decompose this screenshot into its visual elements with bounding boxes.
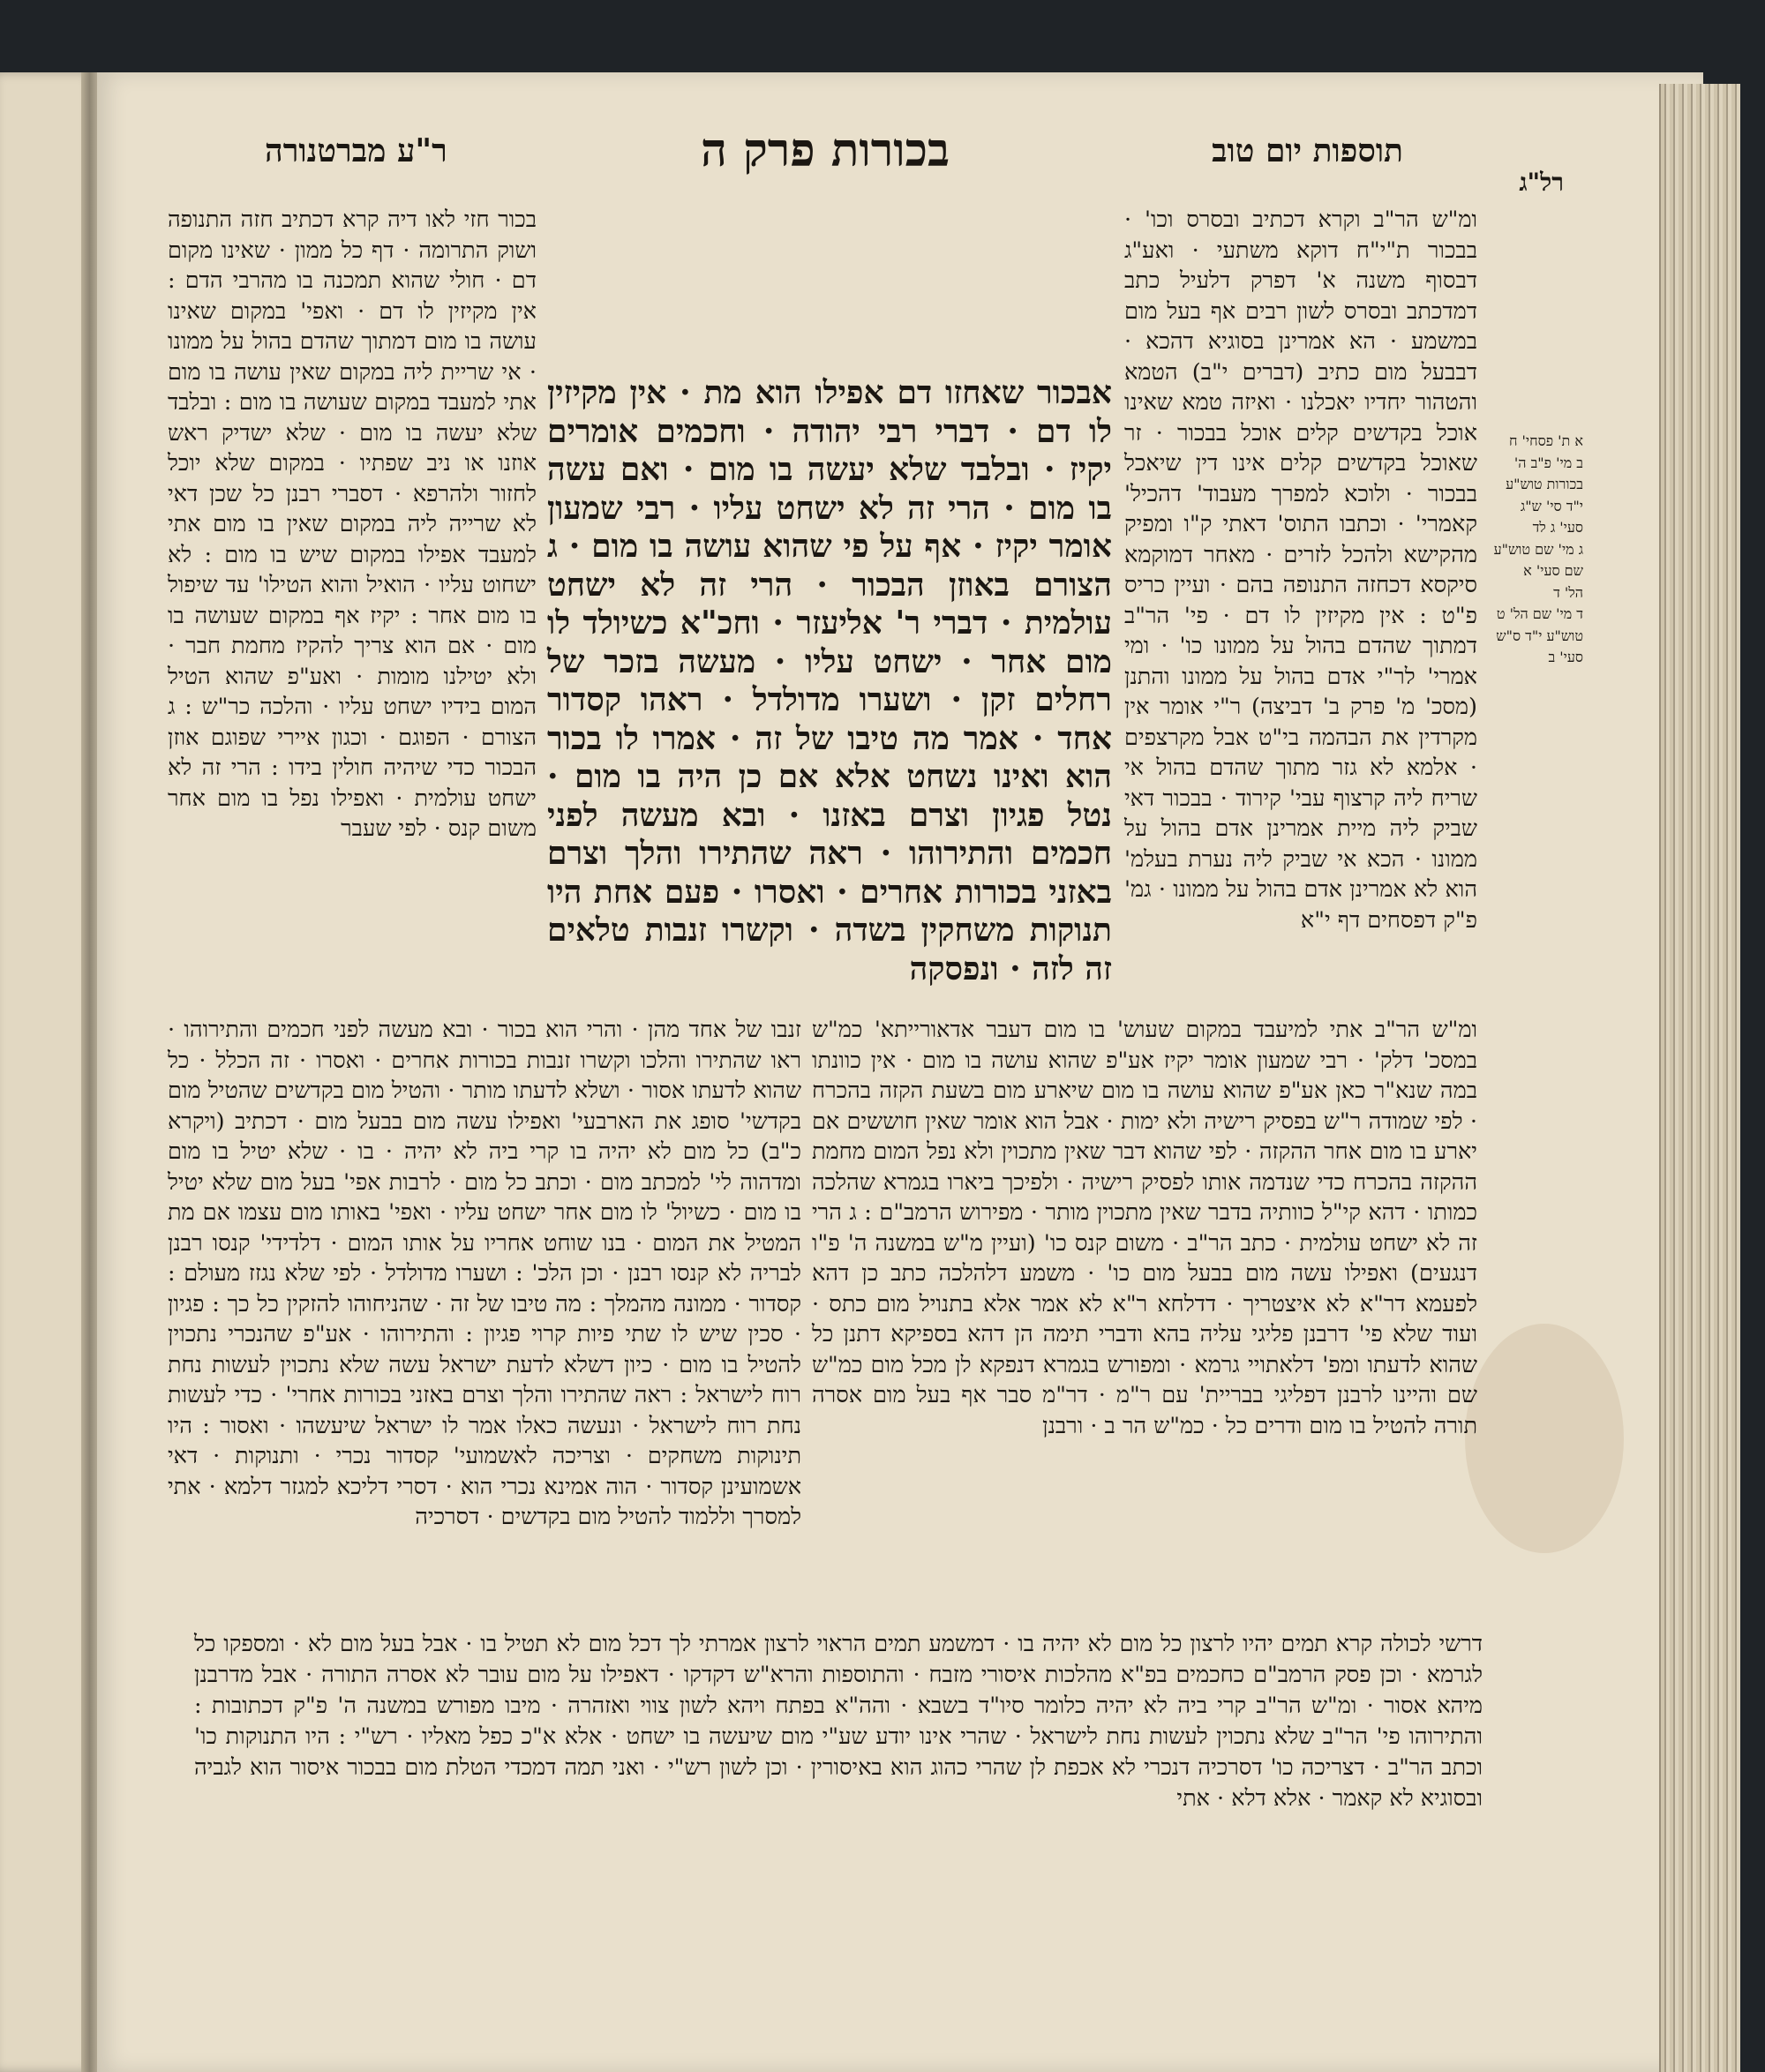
commentary-right-middle bbox=[812, 1015, 1477, 1441]
page-edges bbox=[1659, 84, 1740, 2072]
commentary-bottom-text: דרשי לכולה קרא תמים יהיו לרצון כל מום לא יהיה בו · דמשמע תמים הראוי לרצון אמרתי לך דכל מום לא תטיל בו · אבל בעל מום לא · ומספקו כל לגרמא · וכן פסק הרמב"ם כחכמים בפ"א מהלכות איסורי מזבח · והתוספות והרא"ש דקדקו · דאפילו על מום עובר לא אסרה התורה · אבל מדרבנן מיהא אסור · ומ"ש הר"ב קרי ביה לא יהיה כלומר סיו"ד בשבא · והה"א בפתח ויהא לשון צווי ואזהרה · מיבו מפורש במשנה ה' פ"ק דכתובות : והתירוהו פי' הר"ב שלא נתכוין לעשות נחת לישראל · שהרי אינו יודע שע"י מום שיעשה בו ישחט · אלא א"כ כפל מאליו · רש"י : היו התנוקות כו' וכתב הר"ב · דצריכה כו' דסרכיה דנכרי לא אכפת לן שהרי כהוג הוא באיסורין · וכן לשון רש"י · ואני תמה דמכדי הטלת מום בבכור איסור הוא לגביה ובסוגיא לא קאמר · אלא דלא · אתי bbox=[194, 1631, 1483, 1812]
commentary-right-top bbox=[1124, 205, 1477, 935]
side-note: י"ד סי' ש"ג bbox=[1520, 497, 1583, 514]
side-note: בכורות טוש"ע bbox=[1506, 476, 1583, 492]
side-note: ד מי' שם הל' ט bbox=[1496, 605, 1583, 622]
commentary-left-top-text: בכור חזי לאו דיה קרא דכתיב חזה התנופה ושוק התרומה · דף כל ממון · שאינו מקום דם · חולי שהוא תמכנה בו מהרבי הדם : אין מקיזין לו דם · ואפי' במקום שאינו עושה בו מום דמתוך שהדם בהול על ממונו · אי שריית ליה במקום שאין עושה בו מום אתי למעבד במקום שעושה בו מום : ובלבד שלא יעשה בו מום · שלא ישדיק ראש אוזנו או ניב שפתיו · במקום שלא יוכל לחזור ולהרפא · דסברי רבנן כל שכן דאי לא שרייה ליה במקום שאין בו מום אתי למעבד אפילו במקום שיש בו מום : לא ישחוט עליו · הואיל והוא הטילו' עד שיפול בו מום אחר : יקיז אף במקום שעושה בו מום · אם הוא צריך להקיז מחמת חבר · ולא יטילנו מומות · ואע"פ שהוא הטיל המום בידיו ישחט עליו · והלכה כר"ש : ג הצורם · הפוגם · וכגון איירי שפוגם אוזן הבכור כדי שיהיה חולין בידו : הרי זה לא ישחט עולמית · ואפילו נפל בו מום אחר משום קנס · לפי שעבר bbox=[168, 206, 537, 842]
side-note: ג מי' שם טוש"ע bbox=[1493, 540, 1583, 558]
side-note: שם סעי' א bbox=[1523, 562, 1583, 579]
running-head-center: בכורות פרק ה bbox=[700, 124, 950, 177]
commentary-bottom-full bbox=[194, 1629, 1483, 1814]
commentary-left-bottom bbox=[168, 1015, 801, 1533]
running-head-left: ר"ע מברטנורה bbox=[265, 132, 447, 169]
side-note: סעי' ב bbox=[1548, 649, 1583, 665]
side-note: סעי' ג לד bbox=[1532, 519, 1583, 536]
commentary-right-top-text: ומ"ש הר"ב וקרא דכתיב ובסרס וכו' · בבכור ת"י"ח דוקא משתעי · ואע"ג דבסוף משנה א' דפרק דלעיל כתב דמדכתב ובסרס לשון רבים אף בעל מום במשמע · הא אמרינן בסוגיא דהכא · דבבעל מום כתיב (דברים י"ב) הטמא והטהור יחדיו יאכלנו · ואיזה טמא שאינו אוכל בקדשים קלים אוכל בבכור · זר שאוכל בקדשים קלים אינו דין שיאכל בבכור · ולוכא למפרך מעבוד' דהכיל' קאמרי' · וכתבו התוס' דאתי ק"ו ומפיק מהקישא ולהכל לזרים · מאחר דמוקמא סיקסא דכחזה התנופה בהם · ועיין כריס פ"ט : אין מקיזין לו דם · פי' הר"ב דמתוך שהדם בהול על ממונו כו' · ומי אמרי' לר"י אדם בהול על ממונו והתנן (מסכ' מ' פרק ב' דביצה) ר"י אומר אין מקרדין את הבהמה בי"ט אבל מקרצפים · אלמא לא גזר מתוך שהדם בהול אי שריח ליה קרצוף עבי' קירוד · בבכור דאי שביק ליה מיית אמרינן אדם בהול על ממונו · הכא אי שביק ליה נערת בעלמ' הוא לא אמרינן אדם בהול על ממונו · גמ' פ"ק דפסחים דף י"א bbox=[1124, 206, 1477, 934]
mishnah-text: אבכור שאחזו דם אפילו הוא מת · אין מקיזין לו דם · דברי רבי יהודה · וחכמים אומרים יקיז · ובלבד שלא יעשה בו מום · ואם עשה בו מום · הרי זה לא ישחט עליו · רבי שמעון אומר יקיז · אף על פי שהוא עושה בו מום · ג הצורם באוזן הבכור · הרי זה לא ישחט עולמית · דברי ר' אליעזר · וחכ"א כשיולד לו מום אחר · ישחט עליו · מעשה בזכר של רחלים זקן · ושערו מדולדל · ראהו קסדור אחד · אמר מה טיבו של זה · אמרו לו בכור הוא ואינו נשחט אלא אם כן היה בו מום · נטל פגיון וצרם באזנו · ובא מעשה לפני חכמים והתירוהו · ראה שהתירו והלך וצרם באזני בכורות אחרים · ואסרו · פעם אחת היו תנוקות משחקין בשדה · וקשרו זנבות טלאים זה לזה · ונפסקה bbox=[547, 374, 1112, 987]
side-note: טוש"ע י"ד ס"ש bbox=[1496, 627, 1583, 644]
side-note: הל' ד bbox=[1553, 583, 1583, 601]
folio-number: רל"ג bbox=[1519, 168, 1564, 197]
mishnah-text-block bbox=[547, 374, 1112, 988]
running-head-right: תוספות יום טוב bbox=[1212, 132, 1403, 169]
commentary-left-bottom-text: זנבו של אחד מהן · והרי הוא בכור · ובא מעשה לפני חכמים והתירוהו · ראו שהתירו והלכו וקשרו זנבות בכורות אחרים · ואסרו · זה הכלל · כל שהוא לדעתו אסור · ושלא לדעתו מותר · והטיל מום בקדשים שהטיל מום בקדשי' סופג את הארבעי' ואפילו עשה מום בבעל מום · דכתיב (ויקרא כ"ב) כל מום לא יהיה בו קרי ביה לא יהיה · בו · שלא יטיל בו מום ומדהוה לי' למכתב מום · וכתב כל מום · לרבות אפי' בעל מום שלא יטיל בו מום · כשיול' לו מום אחר ישחט עליו · ואפי' באותו מום עצמו אם מת המטיל את המום · בנו שוחט אחריו על אותו המום · דלדידי' קנסו רבנן לבריה לא קנסו רבנן · וכן הלכ' : ושערו מדולדל · לפי שלא נגזז מעולם : קסדור · ממונה מהמלך : מה טיבו של זה · שהניחוהו להזקין כל כך : פגיון · סכין שיש לו שתי פיות קרוי פגיון : והתירוהו · אע"פ שהנכרי נתכוין להטיל בו מום · כיון דשלא לדעת ישראל עשה שלא נתכוין לעשות נחת רוח לישראל : ראה שהתירו והלך וצרם באזני בכורות אחרי' · כדי לעשות נחת רוח לישראל · ונעשה כאלו אמר לו ישראל שיעשהו · ואסור : היו תינוקות משחקים · וצריכה לאשמועי' קסדור נכרי · ותנוקות · דאי אשמועינן קסדור · הוה אמינא נכרי הוא · דסרי דליכא למגזר דלמא · אתי למסרך וללמוד להטיל מום בקדשים · דסרכיה bbox=[168, 1017, 801, 1530]
commentary-right-mid-text: ומ"ש הר"ב אתי למיעבד במקום שעוש' בו מום דעבר אדאורייתא' כמ"ש במסכ' דלק' · רבי שמעון אומר יקיז אע"פ שהוא עושה בו מום · אין כוונתו במה שנא"ר כאן אע"פ שהוא עושה בו מום שיארע מום בשעת הקזה בהכרח · לפי שמודה ר"ש בפסיק רישיה ולא ימות · אבל הוא אומר שאין חוששים אם יארע בו מום אחר ההקזה · לפי שהוא דבר שאין מתכוין ולא נפל המום מחמת ההקזה בהכרח כדי שנדמה אותו לפסיק רישיה · ולפיכך ביארו בגמרא שהלכה כמותו · דהא קי"ל כוותיה בדבר שאין מתכוין מותר · מפירוש הרמב"ם : ג הרי זה לא ישחט עולמית · כתב הר"ב · משום קנס כו' (ועיין מ"ש במשנה ה' פ"ו דנגעים) ואפילו עשה מום בבעל מום כו' · משמע דלהלכה כתב כן דהא לפעמא דר"א לא איצטריך · דדלחא ר"א לא אמר אלא בתנויל מום כתס · ועוד שלא פי' דרבנן פליגי עליה בהא ודברי תימה הן דהא בספיקא דתנן כל שהוא לדעתו ומפ' דלאתויי גרמא · ומפורש בגמרא דנפקא לן מכל מום כמ"ש שם והיינו לרבנן דפליגי בבריית' עם ר"מ · דר"מ סבר אף בעל מום אסרה תורה להטיל בו מום ודרים כל · כמ"ש הר ב · ורבנן bbox=[812, 1017, 1477, 1439]
marginal-references bbox=[1481, 432, 1583, 671]
paper-stain bbox=[1465, 1324, 1624, 1553]
commentary-left-top bbox=[168, 205, 537, 845]
side-note: ב מי' פ"ב ה' bbox=[1513, 454, 1583, 471]
side-note: א ת' פסחי' ח bbox=[1508, 432, 1583, 449]
